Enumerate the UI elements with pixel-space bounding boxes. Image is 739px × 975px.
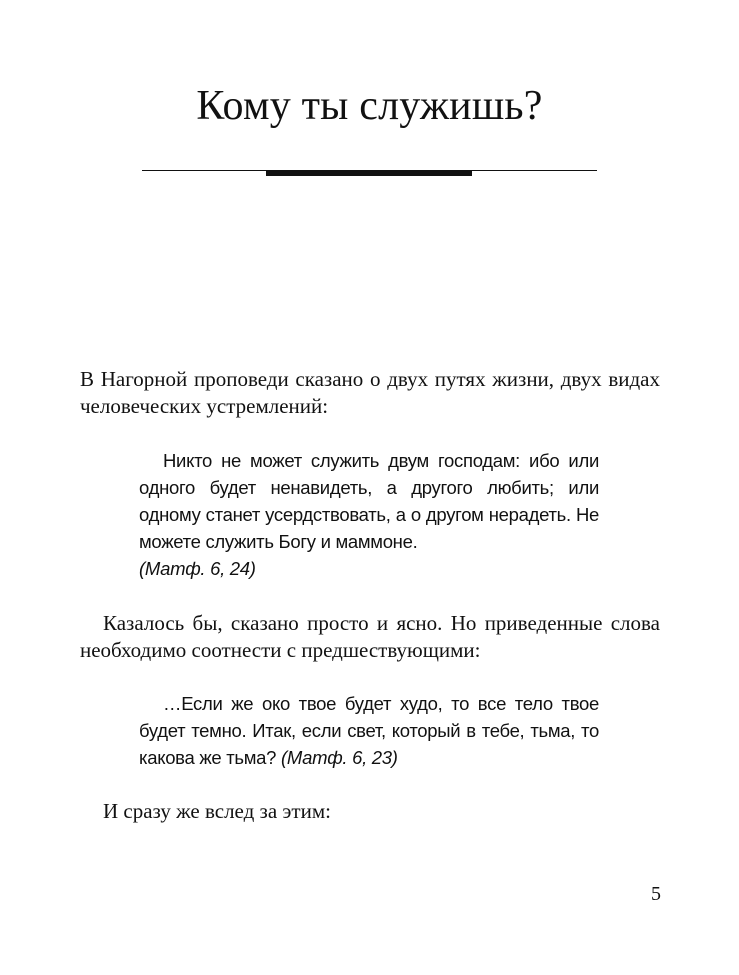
paragraph-second: Казалось бы, сказано просто и ясно. Но приведенные слова необходимо соотнести с предшествующими: (80, 611, 660, 662)
paragraph-intro: В Нагорной проповеди сказано о двух путях жизни, двух видах человеческих устремлений: (80, 367, 660, 418)
quote-citation: (Матф. 6, 23) (281, 747, 398, 768)
quote-text: …Если же око твое будет худо, то все тело твое будет темно. Итак, если свет, который в тебе, тьма, то какова же тьма? (139, 693, 599, 768)
chapter-title: Кому ты служишь? (196, 83, 543, 129)
paragraph-third: И сразу же вслед за этим: (103, 799, 331, 823)
quote-matthew-6-24 (139, 447, 599, 582)
page-number: 5 (651, 883, 661, 905)
title-divider-thick (266, 170, 472, 176)
quote-citation: (Матф. 6, 24) (139, 558, 256, 579)
quote-text: Никто не может служить двум господам: ибо или одного будет ненавидеть, а другого любить; или одному станет усердствовать, а о другом нерадеть. Не можете служить Богу и маммоне. (139, 450, 599, 552)
quote-matthew-6-23 (139, 690, 599, 771)
